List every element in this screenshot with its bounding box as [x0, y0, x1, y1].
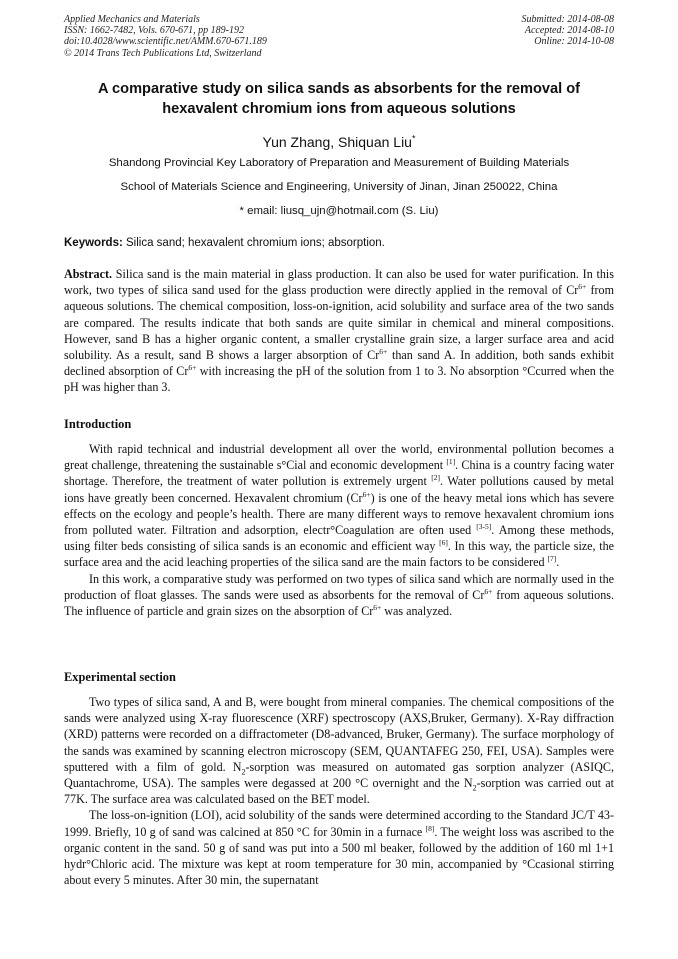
abstract-paragraph [64, 266, 614, 396]
accepted-date: Accepted: 2014-08-10 [524, 25, 614, 37]
abstract [64, 266, 614, 396]
paragraph [64, 441, 614, 571]
abstract-text: Silica sand is the main material in glass production. It can also be used for water purification. In this work, two types of silica sand used for the glass production were directly applied in the removal of Cr [64, 267, 614, 298]
experimental-body [64, 694, 614, 888]
introduction-body [64, 441, 614, 619]
paragraph-text: was analyzed. [381, 604, 453, 619]
paragraph-text: . Water pollutions caused by metal ions have greatly been concerned. Hexavalent chromium (Cr [64, 474, 615, 505]
paragraph-text: The loss-on-ignition (LOI), acid solubility of the sands were determined according to the Standard JC/T 43-1999. Briefly, 10 g of sand was calcined at 850 °C for 30min in a furnace [64, 808, 614, 839]
author-name-corresponding: Shiquan Liu [338, 134, 412, 150]
paragraph [64, 807, 614, 888]
abstract-text: than sand A. In addition, both sands exhibit declined absorption of Cr [64, 348, 614, 379]
citation: [2] [431, 473, 441, 483]
superscript: 6+ [362, 489, 371, 499]
journal-copyright: © 2014 Trans Tech Publications Ltd, Switzerland [64, 47, 262, 59]
paragraph-text: . [556, 555, 560, 570]
citation: [8] [425, 823, 435, 833]
paragraph-text: from aqueous solutions. The influence of particle and grain sizes on the absorption of Cr [64, 587, 614, 619]
abstract-label: Abstract. [64, 267, 113, 281]
citation: [6] [439, 538, 448, 548]
submission-dates [522, 14, 615, 48]
superscript: 6+ [373, 603, 382, 612]
abstract-text: from aqueous solutions. The chemical composition, loss-on-ignition, acid solubility and surface area of the two sands are compared. The results indicate that both sands are quite similar in chemical and mineral compositions. However, sand B has a higher organic content, a smaller crystalline grain size, a larger surface area and acid solubility. As a result, sand B shows a larger absorption of Cr [64, 283, 614, 363]
journal-name: Applied Mechanics and Materials [64, 14, 200, 25]
paper-title [60, 80, 618, 119]
journal-issn: ISSN: 1662-7482, Vols. 670-671, pp 189-192 [64, 25, 244, 37]
abstract-text: with increasing the pH of the solution from 1 to 3. No absorption °Ccurred when the pH was higher than 3. [64, 364, 614, 395]
submitted-date: Submitted: 2014-08-08 [521, 14, 614, 25]
paragraph-text: -sorption was carried out at 77K. The surface area was calculated based on the BET model. [64, 776, 614, 807]
superscript: 6+ [379, 346, 388, 356]
superscript: 6+ [484, 586, 493, 596]
paragraph-text: Two types of silica sand, A and B, were bought from mineral companies. The chemical compositions of the sands were analyzed using X-ray fluorescence (XRF) spectroscopy (AXS,Bruker, Germany). X-Ray diffraction (XRD) patterns were recorded on a diffractometer (D8-advanced, Bruker, Germany). The surface morphology of the sands was examined by scanning electron microscopy (SEM, QUANTAFEG 250, FEI, USA). Samples were sputtered with a film of gold. N [64, 695, 614, 774]
keywords [64, 236, 614, 251]
paragraph-text: . China is a country facing water shortage. Therefore, the treatment of water pollution is extremely urgent [64, 458, 614, 489]
journal-info [64, 14, 267, 59]
paragraph-text: In this work, a comparative study was performed on two types of silica sand which are normally used in the production of float glasses. The sands were used as absorbents for the removal of Cr [64, 571, 614, 602]
affiliation: School of Materials Science and Engineering, University of Jinan, Jinan 250022, China [120, 181, 558, 193]
paper-title-line-1: A comparative study on silica sands as absorbents for the removal of [97, 81, 580, 97]
paragraph-text: . The weight loss was ascribed to the organic content in the sand. 50 g of sand was put into a 500 ml beaker, followed by the addition of 160 ml 1+1 hydr°Chloric acid. The mixture was kept at room temperature for 30 min, accompanied by °Ccasional stirring about every 5 minutes. After 30 min, the supernatant [64, 824, 614, 888]
email-line[interactable]: * email: liusq_ujn@hotmail.com (S. Liu) [239, 205, 439, 217]
paragraph-text: ) is one of the heavy metal ions which has severe effects on the ecology and people’s health. There are many different ways to remove hexavalent chromium ions from polluted water. Filtration and adsorption, electr°Coagulation are often used [64, 490, 614, 538]
corresponding-mark: * [411, 133, 416, 144]
subscript: 2 [472, 783, 477, 793]
online-date: Online: 2014-10-08 [534, 36, 614, 48]
superscript: 6+ [578, 282, 587, 292]
paragraph [64, 571, 614, 620]
paragraph-text: With rapid technical and industrial development all over the world, environmental pollution becomes a great challenge, threatening the sustainable s°Cial and economic development [64, 442, 614, 473]
paragraph [64, 694, 614, 807]
superscript: 6+ [188, 363, 197, 373]
paragraph-text: -sorption was measured on automated gas sorption analyzer (ASIQC, Quantachrome, USA). The samples were degassed at 200 °C overnight and the N [64, 759, 614, 791]
journal-doi[interactable]: doi:10.4028/www.scientific.net/AMM.670-671.189 [64, 36, 267, 48]
paragraph-text: . Among these methods, using filter beds consisting of silica sands is an economic and efficient way [64, 523, 615, 554]
section-heading-experimental: Experimental section [64, 670, 176, 684]
citation: [3-5] [476, 521, 492, 531]
paper-title-line-2: hexavalent chromium ions from aqueous solutions [162, 100, 516, 117]
citation: [1] [446, 457, 456, 467]
section-heading-introduction: Introduction [64, 417, 132, 431]
keywords-text: Silica sand; hexavalent chromium ions; absorption. [122, 237, 385, 249]
subscript: 2 [241, 767, 246, 777]
author-name: Yun Zhang [262, 134, 331, 150]
affiliation: Shandong Provincial Key Laboratory of Preparation and Measurement of Building Materials [108, 157, 570, 169]
paragraph-text: . In this way, the particle size, the surface area and the acid leaching properties of the silica sand are the main factors to be considered [64, 539, 614, 570]
citation: [7] [547, 554, 557, 564]
author-list [60, 133, 618, 151]
keywords-label: Keywords: [64, 237, 123, 249]
author-separator: , [330, 134, 339, 150]
